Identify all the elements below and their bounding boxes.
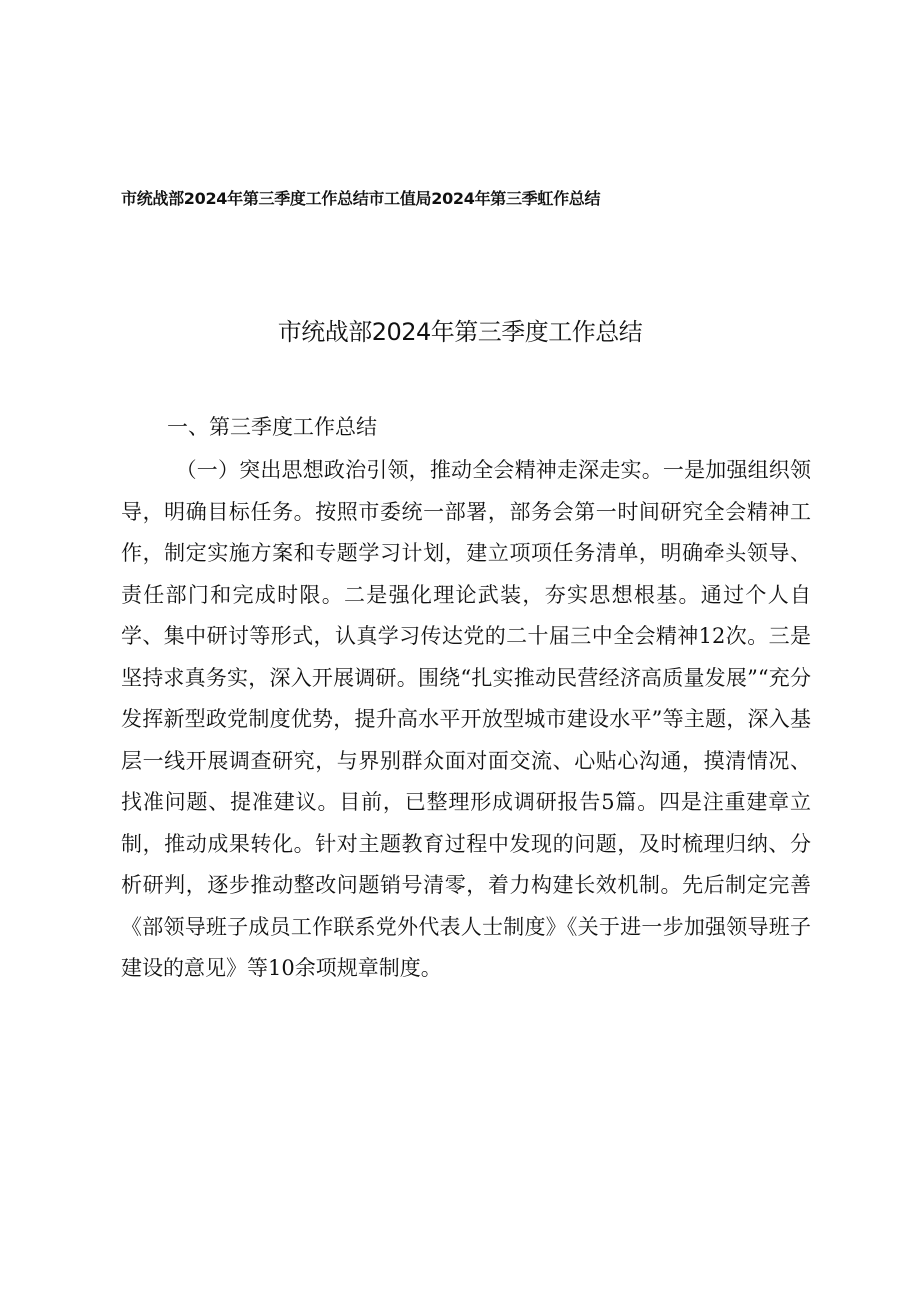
document-title: 市统战部2024年第三季度工作总结: [277, 318, 643, 346]
body-paragraph: （一）突出思想政治引领，推动全会精神走深走实。一是加强组织领导，明确目标任务。按照市委统一部署，部务会第一时间研究全会精神工作，制定实施方案和专题学习计划，建立项项任务清单，明确牵头领导、责任部门和完成时限。二是强化理论武装，夯实思想根基。通过个人自学、集中研讨等形式，认真学习传达党的二十届三中全会精神12次。三是坚持求真务实，深入开展调研。围绕“扎实推动民营经济高质量发展”“充分发挥新型政党制度优势，提升高水平开放型城市建设水平”等主题，深入基层一线开展调查研究，与界别群众面对面交流、心贴心沟通，摸清情况、找准问题、提准建议。目前，已整理形成调研报告5篇。四是注重建章立制，推动成果转化。针对主题教育过程中发现的问题，及时梳理归纳、分析研判，逐步推动整改问题销号清零，着力构建长效机制。先后制定完善《部领导班子成员工作联系党外代表人士制度》《关于进一步加强领导班子建设的意见》等10余项规章制度。: [121, 458, 811, 980]
section-heading: 一、第三季度工作总结: [167, 415, 377, 439]
document-header-line: 市统战部2024年第三季度工作总结市工值局2024年第三季虹作总结: [121, 189, 601, 208]
